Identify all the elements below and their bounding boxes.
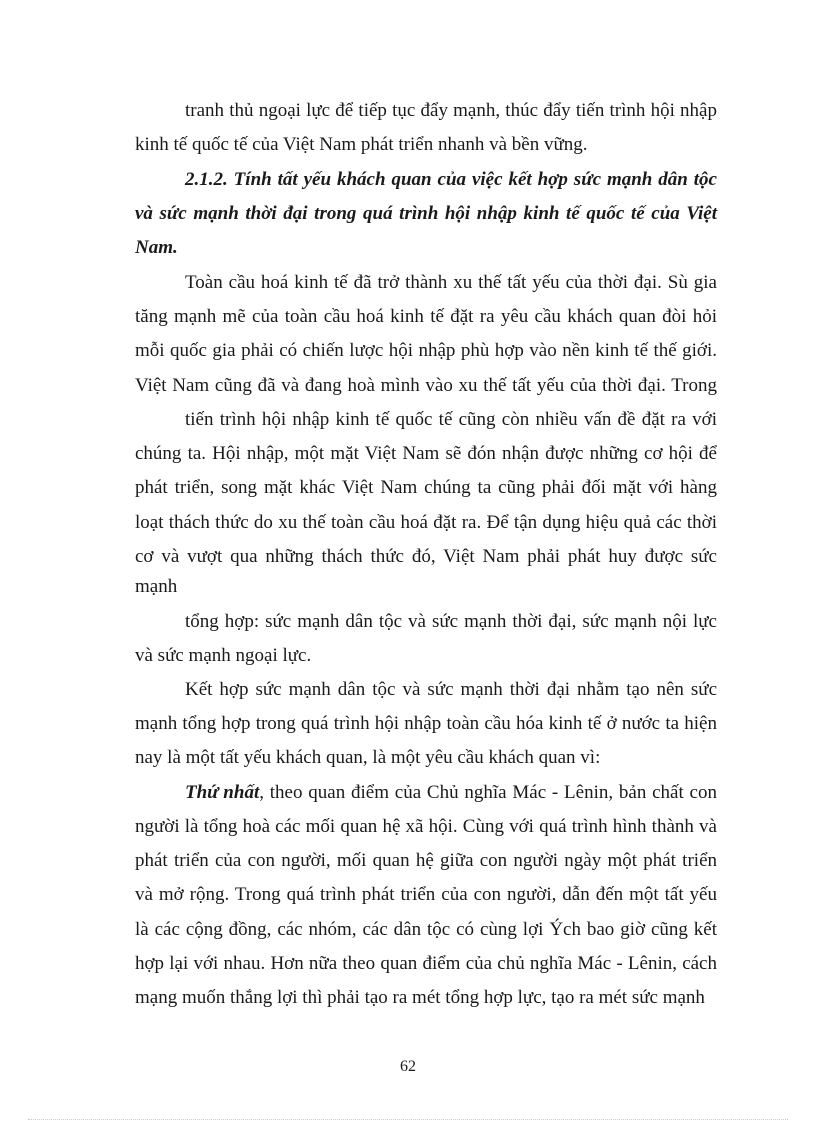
body-line: là các cộng đồng, các nhóm, các dân tộc có cùng lợi Ých bao giờ cũng kết: [135, 919, 717, 940]
body-line: mạng muốn thắng lợi thì phải tạo ra mét tổng hợp lực, tạo ra mét sức mạnh: [135, 987, 705, 1008]
body-line: tăng mạnh mẽ của toàn cầu hoá kinh tế đặt ra yêu cầu khách quan đòi hỏi: [135, 306, 717, 327]
body-line: [185, 781, 717, 805]
section-heading: và sức mạnh thời đại trong quá trình hội nhập kinh tế quốc tế của Việt: [135, 203, 717, 224]
section-heading: 2.1.2. Tính tất yếu khách quan của việc kết hợp sức mạnh dân tộc: [185, 169, 717, 190]
body-line: nay là một tất yếu khách quan, là một yêu cầu khách quan vì:: [135, 747, 601, 768]
body-line: phát triển, song mặt khác Việt Nam chúng ta cũng phải đối mặt với hàng: [135, 477, 717, 498]
body-line: và mở rộng. Trong quá trình phát triển của con người, dẫn đến một tất yếu: [135, 884, 717, 905]
body-line: kinh tế quốc tế của Việt Nam phát triển nhanh và bền vững.: [135, 134, 588, 155]
body-line: Kết hợp sức mạnh dân tộc và sức mạnh thời đại nhằm tạo nên sức: [185, 679, 717, 700]
body-line: hợp lại với nhau. Hơn nữa theo quan điểm của chủ nghĩa Mác - Lênin, cách: [135, 953, 717, 974]
body-line: Toàn cầu hoá kinh tế đã trở thành xu thế tất yếu của thời đại. Sù gia: [185, 272, 717, 293]
body-line: Việt Nam cũng đã và đang hoà mình vào xu thế tất yếu của thời đại. Trong: [135, 375, 717, 396]
body-line: người là tổng hoà các mối quan hệ xã hội. Cùng với quá trình hình thành và: [135, 816, 717, 837]
emphasis-text: Thứ nhất: [185, 782, 260, 803]
body-line: mỗi quốc gia phải có chiến lược hội nhập phù hợp vào nền kinh tế thế giới.: [135, 340, 717, 361]
page-number: 62: [400, 1058, 416, 1075]
body-line: mạnh tổng hợp trong quá trình hội nhập toàn cầu hóa kinh tế ở nước ta hiện: [135, 713, 717, 734]
body-line: cơ và vượt qua những thách thức đó, Việt Nam phải phát huy được sức: [135, 546, 717, 567]
body-line: loạt thách thức do xu thế toàn cầu hoá đặt ra. Để tận dụng hiệu quả các thời: [135, 512, 717, 533]
body-line: chúng ta. Hội nhập, một mặt Việt Nam sẽ đón nhận được những cơ hội để: [135, 443, 717, 464]
body-line: mạnh: [135, 576, 178, 597]
body-line: và sức mạnh ngoại lực.: [135, 645, 312, 666]
body-line: tổng hợp: sức mạnh dân tộc và sức mạnh thời đại, sức mạnh nội lực: [185, 611, 717, 632]
body-text: , theo quan điểm của Chủ nghĩa Mác - Lênin, bản chất con: [259, 782, 717, 803]
body-line: tranh thủ ngoại lực để tiếp tục đẩy mạnh, thúc đẩy tiến trình hội nhập: [185, 100, 717, 121]
section-heading: Nam.: [135, 237, 178, 258]
body-line: phát triển của con người, mối quan hệ giữa con người ngày một phát triển: [135, 850, 717, 871]
body-line: tiến trình hội nhập kinh tế quốc tế cũng còn nhiều vấn đề đặt ra với: [185, 409, 717, 430]
page-divider: [28, 1119, 788, 1120]
